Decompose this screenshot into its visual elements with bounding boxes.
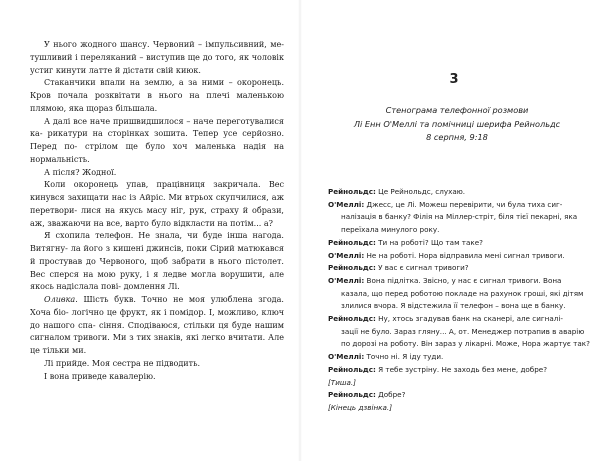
paragraph (30, 371, 284, 384)
speech-text: [Тиша.] (328, 377, 356, 387)
text-line: І вона приведе кавалерію. (44, 371, 156, 381)
speech-text: Не на роботі. Нора відправила мені сигнал тривоги. (366, 250, 565, 260)
transcript-line (328, 186, 578, 199)
paragraph (30, 179, 284, 230)
left-page (0, 0, 296, 461)
text-line: лися на якусь масу ніг, рук, страху й образи, аж, зважаючи (30, 205, 284, 228)
text-line: А після? Жодної. (44, 167, 117, 177)
chapter-number: 3 (449, 72, 459, 87)
text-line: Лі прийде. Моя сестра не підводить. (44, 358, 201, 368)
text-line: тривоги. Ми з тих знаків, які легко вчитати. Але це тільки ми. (30, 333, 284, 355)
transcript-line (328, 351, 578, 364)
text-line: руку, і я ледве могла ворушити, але якось надіслала пові- (30, 269, 284, 292)
transcript-line (328, 389, 578, 402)
speech-continuation: налізація в банку? Філія на Міллер-стріт, біля тієї пекарні, яка (341, 212, 578, 222)
text-line: Шість букв. Точно не моя улюблена згода. Хоча біо- (30, 295, 284, 317)
speech-text: Джесс, це Лі. Можеш перевірити, чи була тиха сиг- (366, 199, 563, 209)
text-line: стрілом ще було хоч маленька надія на нормальність. (30, 142, 284, 164)
speech-continuation: зації не було. Зараз гляну... А, от. Менеджер потрапив в аварію (341, 326, 585, 336)
speech-continuation: переїхала минулого року. (341, 225, 440, 235)
transcript-line (328, 199, 578, 212)
text-line: захищати нас із Айріс. Ми втрьох скупчилися, аж перетвори- (30, 193, 284, 215)
stage-direction (328, 377, 578, 390)
paragraph (30, 167, 284, 180)
speaker-name: О'Меллі: (328, 250, 365, 260)
transcript-line (328, 364, 578, 377)
text-line: на все, варто було відкласти на потім... а (93, 218, 269, 228)
chapter-subtitle (322, 104, 592, 145)
text-line: домлення Лі. (123, 282, 180, 292)
speech-continuation: злилися вчора. Я відстежила її телефон – вона ще в банку. (341, 301, 566, 311)
speech-text: Я тебе зустріну. Не заходь без мене, добре? (378, 364, 548, 374)
text-line: Коли окоронець упав, працівниця закричала. Вес кинувся (30, 180, 284, 202)
transcript-line (328, 237, 578, 250)
paragraph (30, 77, 284, 115)
subtitle-line: Стенограма телефонної розмови (385, 105, 529, 115)
right-page (304, 0, 600, 461)
speaker-name: Рейнольдс: (328, 187, 376, 196)
speaker-name: Рейнольдс: (328, 314, 376, 324)
paragraph (30, 294, 284, 358)
text-line: сіння. Сподіваюся, стільки ця буде нашим сигналом (30, 320, 284, 343)
speaker-name: Рейнольдс: (328, 364, 376, 374)
speech-text: Це Рейнольдс, слухаю. (378, 187, 466, 196)
text-line: У нього жодного шансу. Червоний – імпульсивний, ме- (44, 40, 284, 49)
speaker-name: Рейнольдс: (328, 390, 376, 400)
speech-text: [Кінець дзвінка.] (328, 402, 392, 412)
speech-text: Точно ні. Я іду туди. (366, 352, 444, 362)
text-tail: ? (268, 218, 273, 228)
paragraph (30, 230, 284, 294)
subtitle-line: 8 серпня, 9:18 (426, 132, 488, 142)
transcript-line (328, 262, 578, 275)
text-line: почала розквітати в нього на плечі маленькою плямою, яка (30, 91, 284, 113)
book-gutter (298, 0, 302, 461)
transcript-line (328, 250, 578, 263)
text-line: тушливий і переляканий – виступив ще до того, як чоловік (30, 52, 284, 62)
speaker-name: О'Меллі: (328, 275, 365, 285)
speaker-name: О'Меллі: (328, 352, 365, 362)
transcript-line (328, 313, 578, 326)
text-line: Я схопила телефон. Не знала, чи буде інша нагода. Витягну- (30, 231, 284, 253)
italic-word: Оливка. (44, 295, 78, 304)
speaker-name: О'Меллі: (328, 199, 365, 209)
speaker-name: Рейнольдс: (328, 237, 376, 247)
paragraph (30, 358, 284, 371)
transcript-line (328, 275, 578, 288)
speech-continuation: казала, що перед роботою покладе на рахунок гроші, які дітям (341, 288, 584, 298)
paragraph (30, 39, 284, 77)
speech-text: Ну, хтось згадував банк на сканері, але сигналі- (378, 314, 563, 324)
speaker-name: Рейнольдс: (328, 263, 376, 273)
text-line: щораз більшала. (86, 103, 158, 113)
text-line: до Червоного, щоб забрати в нього пістолет. Вес сперся на мою (30, 256, 284, 279)
text-line: А далі все наче пришвидшилося – наче переготувалися ка- (30, 116, 284, 139)
speech-text: Ти на роботі? Що там таке? (378, 237, 483, 247)
transcript (328, 186, 590, 415)
paragraph (30, 116, 284, 167)
stage-direction (328, 402, 578, 415)
text-line: устиг кинути латте й дістати свій киюк. (30, 65, 201, 75)
left-page-text (30, 39, 284, 383)
text-line: Стаканчики впали на землю, а за ними – окоронець. Кров (30, 78, 284, 100)
speech-text: Добре? (378, 390, 406, 400)
speech-text: Вона підлітка. Звісно, у нас є сигнал тривоги. Вона (366, 275, 562, 285)
subtitle-line: Лі Енн О'Меллі та помічниці шерифа Рейнольдс (353, 118, 561, 129)
text-line: ла його з кишені джинсів, поки Сірий матюкався й простував (30, 244, 284, 266)
speech-continuation: по дорозі на роботу. Він зараз у лікарні. Може, Нора жартує так? (341, 339, 590, 349)
text-line: рикатури на сторінках зошита. Тепер усе серйозно. Перед по- (30, 129, 285, 151)
text-line: логічно це фрукт, як і помідор. І, можливо, ключ до нашого спа- (30, 307, 285, 330)
speech-text: У вас є сигнал тривоги? (378, 263, 469, 273)
